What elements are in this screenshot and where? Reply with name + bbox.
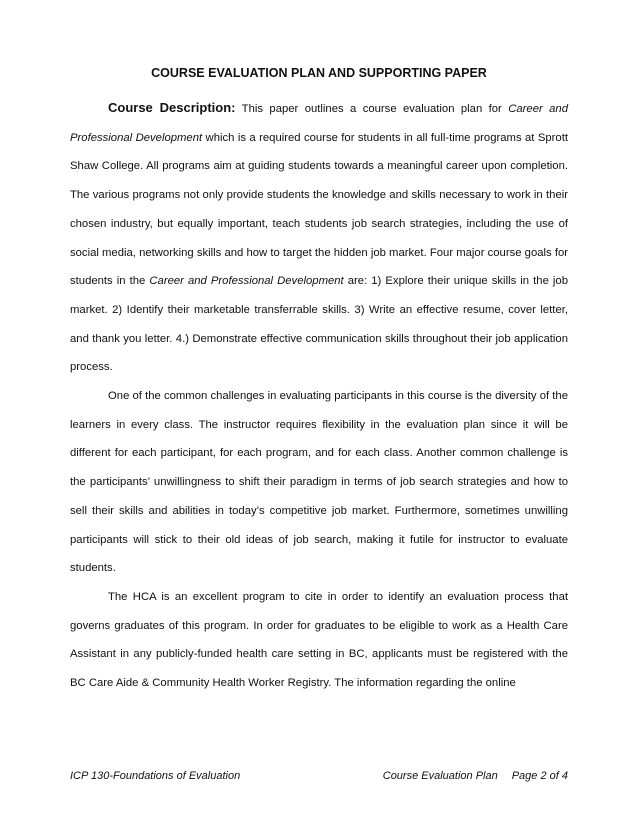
section-heading: Course Description:	[108, 100, 236, 115]
course-name-emphasis: Career and Professional Development	[70, 103, 568, 144]
document-body	[70, 94, 568, 698]
footer-course-code: ICP 130-Foundations of Evaluation	[70, 770, 241, 782]
footer-document-title: Course Evaluation Plan	[382, 770, 498, 782]
paragraph-text: which is a required course for students in all full-time programs at Sprott Shaw College. All programs aim at guiding students towards a meaningful career upon completion. The various programs not only provide students the knowledge and skills necessary to work in their chosen industry, but equally important, teach students job search strategies, including the use of social media, networking skills and how to target the hidden job market. Four major course goals for students in the	[70, 131, 568, 288]
footer-right	[383, 770, 568, 782]
paragraph-text: This paper outlines a course evaluation plan for	[235, 103, 509, 115]
course-name-emphasis: Career and Professional Development	[149, 275, 344, 288]
paragraph-hca: The HCA is an excellent program to cite in order to identify an evaluation process that governs graduates of this program. In order for graduates to be eligible to work as a Health Care Assistant in any publicly-funded health care setting in BC, applicants must be registered with the BC Care Aide & Community Health Worker Registry. The information regarding the online	[70, 590, 568, 690]
footer-page-number: Page 2 of 4	[511, 770, 568, 782]
paragraph-text: are: 1) Explore their unique skills in the job market. 2) Identify their marketable transferrable skills. 3) Write an effective resume, cover letter, and thank you letter. 4.) Demonstrate effective communication skills throughout their job application process.	[70, 275, 568, 374]
paragraph-challenges: One of the common challenges in evaluating participants in this course is the diversity of the learners in every class. The instructor requires flexibility in the evaluation plan since it will be different for each participant, for each program, and for each class. Another common challenge is the participants’ unwillingness to shift their paradigm in terms of job search strategies and how to sell their skills and abilities in today’s competitive job market. Furthermore, sometimes unwilling participants will stick to their old ideas of job search, making it futile for instructor to evaluate students.	[70, 390, 568, 575]
page-title: COURSE EVALUATION PLAN AND SUPPORTING PAPER	[151, 66, 487, 80]
paragraph-course-description	[70, 94, 568, 382]
